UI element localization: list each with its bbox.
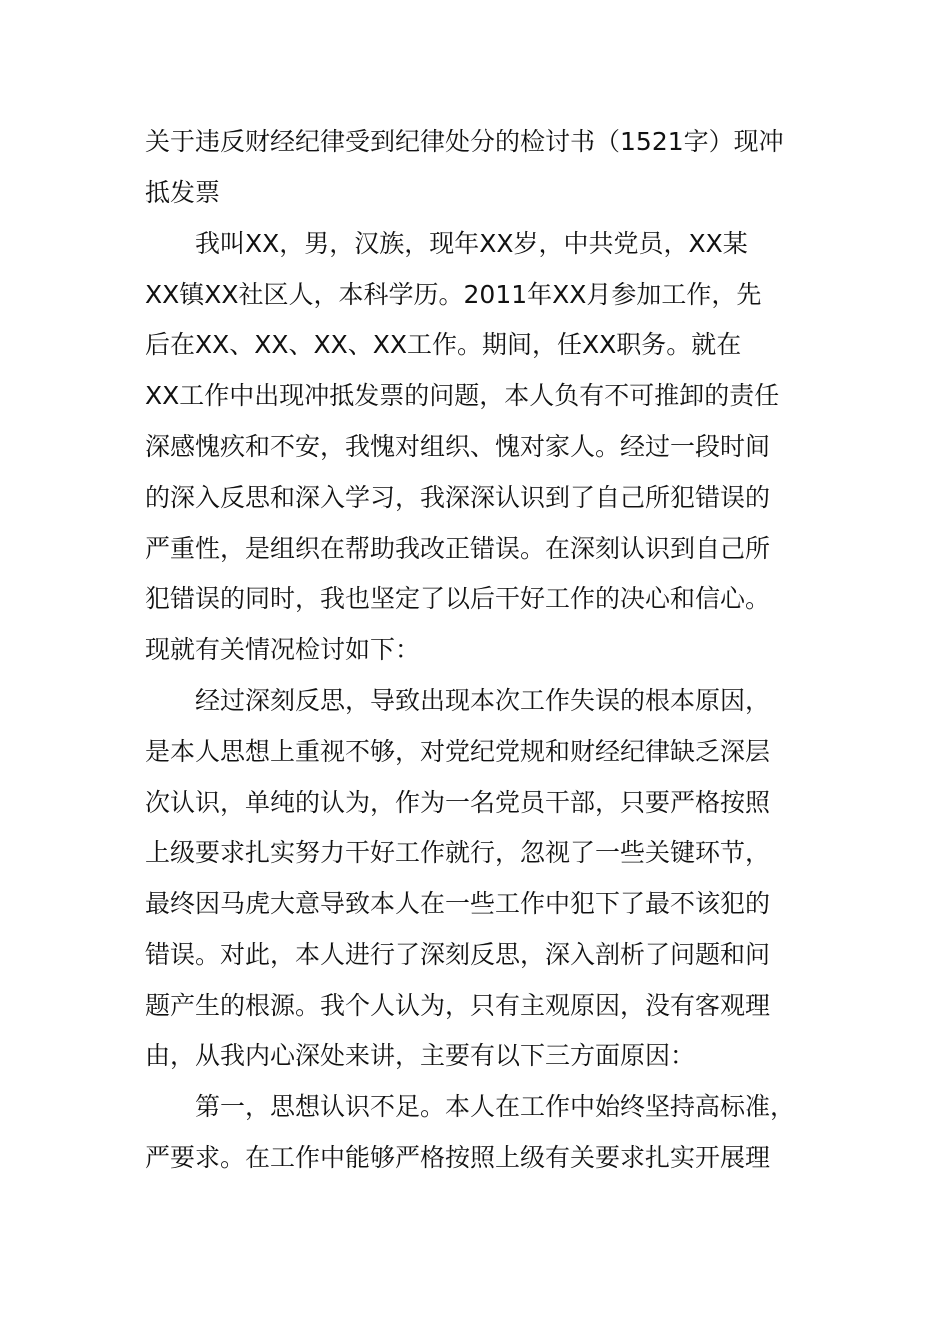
paragraph-line: 上级要求扎实努力干好工作就行，忽视了一些关键环节， [145, 838, 771, 867]
document-title-line-2: 抵发票 [145, 178, 221, 207]
paragraph-line: 经过深刻反思，导致出现本次工作失误的根本原因， [195, 686, 771, 715]
paragraph-line: XX工作中出现冲抵发票的问题，本人负有不可推卸的责任 [145, 381, 780, 410]
paragraph-line: 严要求。在工作中能够严格按照上级有关要求扎实开展理 [145, 1143, 771, 1172]
paragraph-line: 题产生的根源。我个人认为，只有主观原因，没有客观理 [145, 991, 771, 1020]
paragraph-line: 由，从我内心深处来讲，主要有以下三方面原因： [145, 1041, 696, 1070]
paragraph-line: 严重性，是组织在帮助我改正错误。在深刻认识到自己所 [145, 534, 771, 563]
paragraph-line: 后在XX、XX、XX、XX工作。期间，任XX职务。就在 [145, 330, 742, 359]
paragraph-line: 第一，思想认识不足。本人在工作中始终坚持高标准， [195, 1092, 796, 1121]
paragraph-line: 错误。对此，本人进行了深刻反思，深入剖析了问题和问 [145, 940, 771, 969]
paragraph-line: 犯错误的同时，我也坚定了以后干好工作的决心和信心。 [145, 584, 771, 613]
paragraph-line: 是本人思想上重视不够，对党纪党规和财经纪律缺乏深层 [145, 737, 771, 766]
paragraph-line: 最终因马虎大意导致本人在一些工作中犯下了最不该犯的 [145, 889, 771, 918]
paragraph-line: 深感愧疚和不安，我愧对组织、愧对家人。经过一段时间 [145, 432, 771, 461]
paragraph-line: 次认识，单纯的认为，作为一名党员干部，只要严格按照 [145, 788, 771, 817]
paragraph-line: XX镇XX社区人，本科学历。2011年XX月参加工作，先 [145, 280, 762, 309]
paragraph-line: 现就有关情况检讨如下： [145, 635, 421, 664]
paragraph-line: 的深入反思和深入学习，我深深认识到了自己所犯错误的 [145, 483, 771, 512]
document-title-line-1: 关于违反财经纪律受到纪律处分的检讨书（1521字）现冲 [145, 127, 784, 156]
paragraph-line: 我叫XX，男，汉族，现年XX岁，中共党员，XX某 [195, 229, 748, 258]
